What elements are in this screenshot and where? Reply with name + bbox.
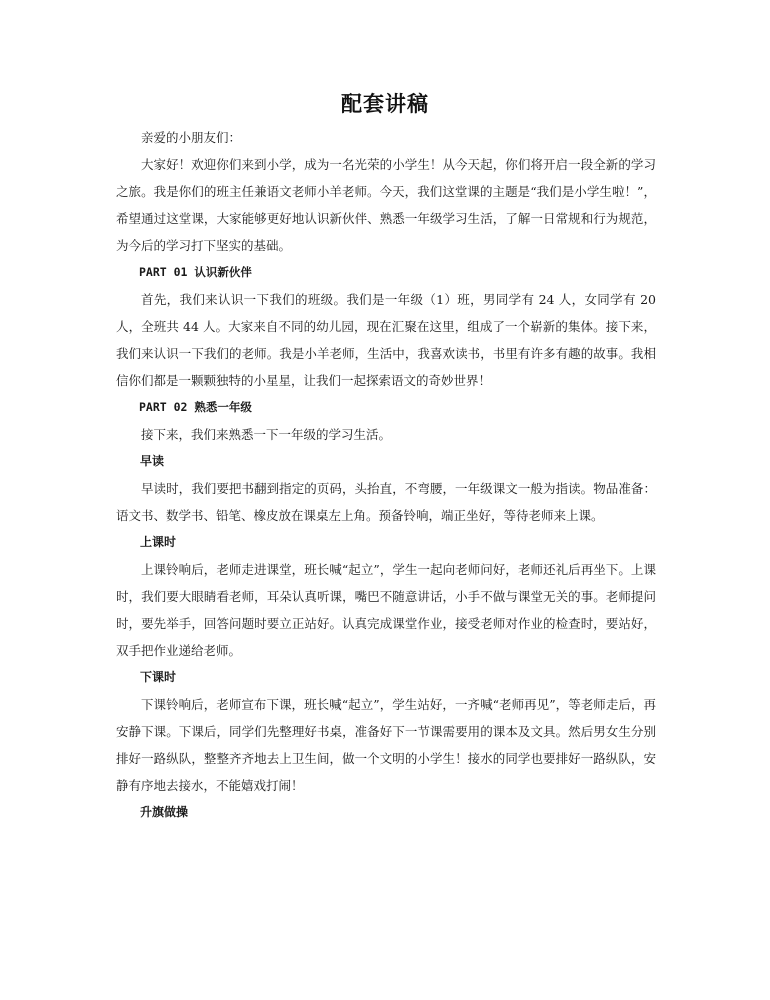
greeting: 亲爱的小朋友们： [141,130,242,145]
intro-paragraph: 大家好！欢迎你们来到小学，成为一名光荣的小学生！从今天起，你们将开启一段全新的学习之旅。我是你们的班主任兼语文老师小羊老师。今天，我们这堂课的主题是“我们是小学生啦！”，希望通过这堂课，大家能够更好地认识新伙伴、熟悉一年级学习生活，了解一日常规和行为规范，为今后的学习打下坚实的基础。 [116,157,656,253]
document-body [116,124,656,826]
class-paragraph: 上课铃响后，老师走进课堂，班长喊“起立”，学生一起向老师问好，老师还礼后再坐下。上课时，我们要大眼睛看老师，耳朵认真听课，嘴巴不随意讲话，小手不做与课堂无关的事。老师提问时，要先举手，回答问题时要立正站好。认真完成课堂作业，接受老师对作业的检查时，要站好，双手把作业递给老师。 [116,562,656,658]
class-heading: 上课时 [140,535,177,549]
part2-heading: PART 02 熟悉一年级 [139,400,252,414]
morning-heading: 早读 [140,454,165,468]
break-paragraph: 下课铃响后，老师宣布下课，班长喊“起立”，学生站好，一齐喊“老师再见”，等老师走后，再安静下课。下课后，同学们先整理好书桌，准备好下一节课需要用的课本及文具。然后男女生分别排好一路纵队，整整齐齐地去上卫生间，做一个文明的小学生！接水的同学也要排好一路纵队，安静有序地去接水，不能嬉戏打闹！ [116,697,656,793]
flag-heading: 升旗做操 [140,805,189,819]
part2-intro: 接下来，我们来熟悉一下一年级的学习生活。 [141,427,392,442]
part1-paragraph: 首先，我们来认识一下我们的班级。我们是一年级（1）班，男同学有 24 人，女同学有 20 人，全班共 44 人。大家来自不同的幼儿园，现在汇聚在这里，组成了一个崭新的集体。接下来，我们来认识一下我们的老师。我是小羊老师，生活中，我喜欢读书，书里有许多有趣的故事。我相信你们都是一颗颗独特的小星星，让我们一起探索语文的奇妙世界！ [116,292,656,388]
part1-heading: PART 01 认识新伙伴 [139,265,252,279]
document-title: 配套讲稿 [341,92,429,116]
morning-paragraph: 早读时，我们要把书翻到指定的页码，头抬直，不弯腰，一年级课文一般为指读。物品准备：语文书、数学书、铅笔、橡皮放在课桌左上角。预备铃响，端正坐好，等待老师来上课。 [116,481,656,523]
break-heading: 下课时 [140,670,177,684]
